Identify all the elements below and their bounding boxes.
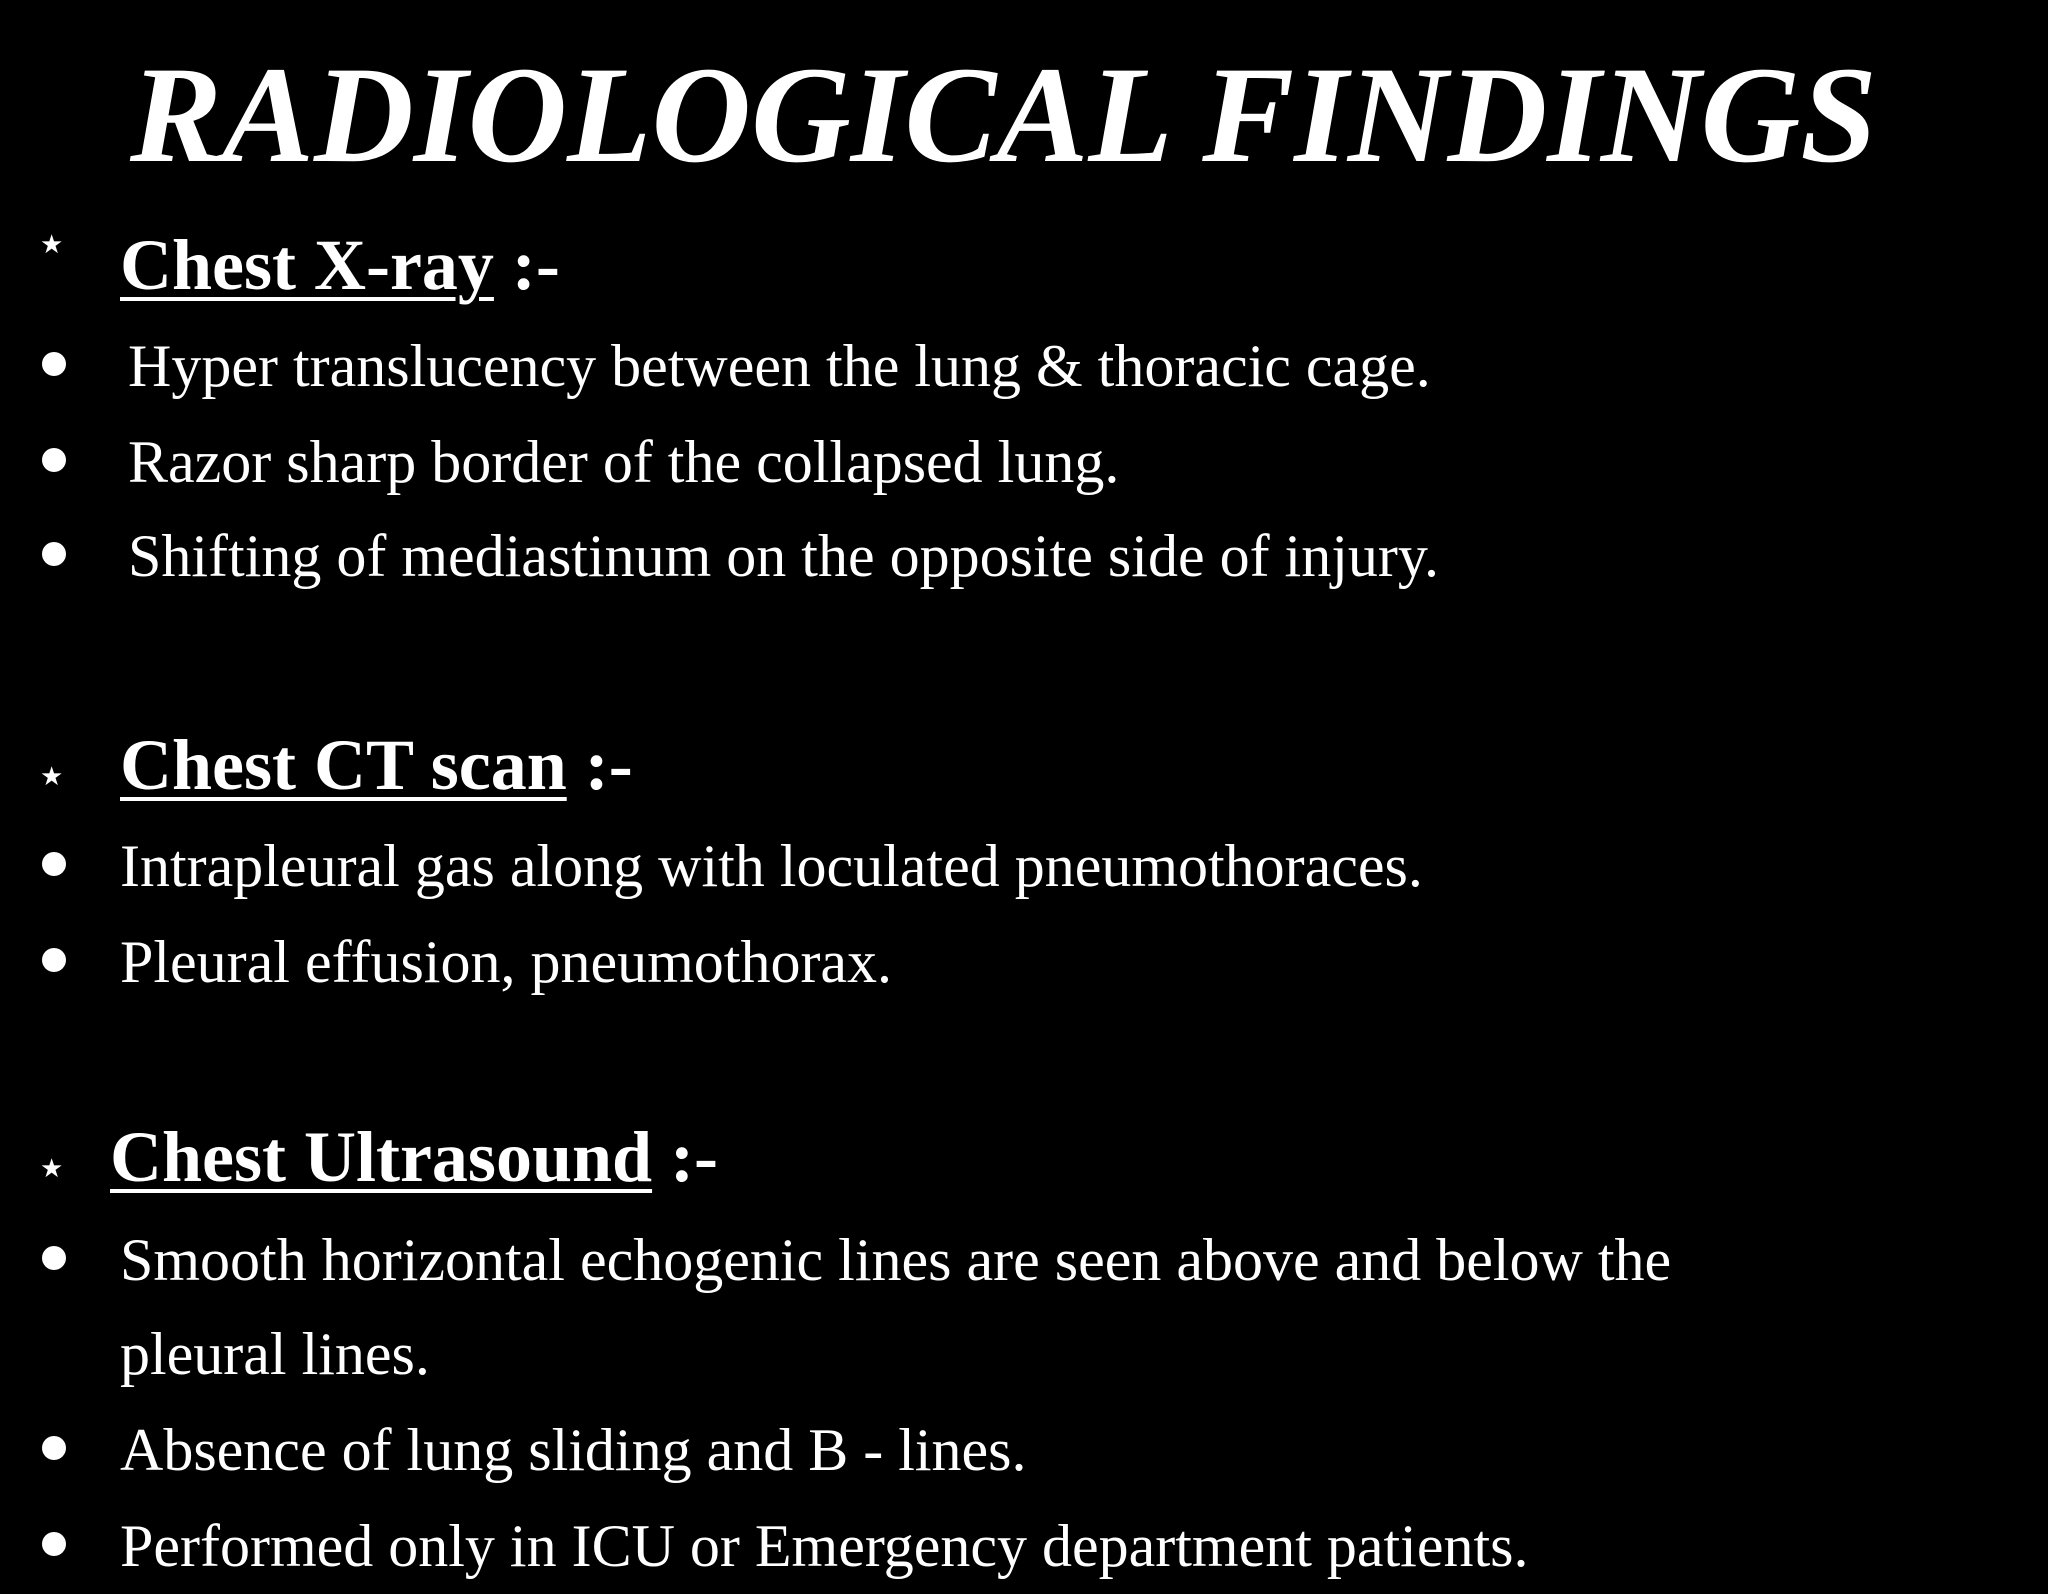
list-item xyxy=(0,318,2048,414)
list-item xyxy=(0,414,2048,510)
list-item-text: Smooth horizontal echogenic lines are seen above and below the xyxy=(120,1227,1672,1293)
list-item-continuation xyxy=(0,1306,2048,1402)
list-item-text: Hyper translucency between the lung & thoracic cage. xyxy=(128,333,1431,399)
bullet-dot-icon xyxy=(42,1532,66,1556)
section-heading-suffix: :- xyxy=(652,1117,719,1197)
list-item-text: pleural lines. xyxy=(120,1321,430,1387)
list-item-text: Razor sharp border of the collapsed lung. xyxy=(128,429,1120,495)
list-item-text: Absence of lung sliding and B - lines. xyxy=(120,1417,1027,1483)
bullet-dot-icon xyxy=(42,448,66,472)
list-item xyxy=(0,508,2048,604)
section-heading-chest-ultrasound xyxy=(110,1112,718,1202)
list-item-text: Intrapleural gas along with loculated pneumothoraces. xyxy=(120,833,1423,899)
slide-title: RADIOLOGICAL FINDINGS xyxy=(130,38,1878,191)
section-heading-label: Chest Ultrasound xyxy=(110,1117,653,1197)
list-item-text: Performed only in ICU or Emergency department patients. xyxy=(120,1513,1529,1579)
section-heading-suffix: :- xyxy=(566,725,633,805)
list-item-text: Pleural effusion, pneumothorax. xyxy=(120,929,893,995)
section-heading-chest-xray xyxy=(120,220,560,310)
list-item xyxy=(0,1498,2048,1594)
bullet-dot-icon xyxy=(42,352,66,376)
star-icon: ★ xyxy=(40,762,64,791)
bullet-dot-icon xyxy=(42,542,66,566)
star-icon: ★ xyxy=(40,1154,64,1183)
section-heading-suffix: :- xyxy=(493,225,560,305)
list-item-text: Shifting of mediastinum on the opposite side of injury. xyxy=(128,523,1439,589)
bullet-dot-icon xyxy=(42,1246,66,1270)
list-item xyxy=(0,914,2048,1010)
section-heading-chest-ct xyxy=(120,720,633,810)
section-heading-label: Chest CT scan xyxy=(120,725,567,805)
star-icon: ★ xyxy=(40,230,64,259)
bullet-dot-icon xyxy=(42,948,66,972)
list-item xyxy=(0,818,2048,914)
list-item xyxy=(0,1402,2048,1498)
bullet-dot-icon xyxy=(42,852,66,876)
section-heading-label: Chest X-ray xyxy=(120,225,494,305)
bullet-dot-icon xyxy=(42,1436,66,1460)
list-item xyxy=(0,1212,2048,1308)
